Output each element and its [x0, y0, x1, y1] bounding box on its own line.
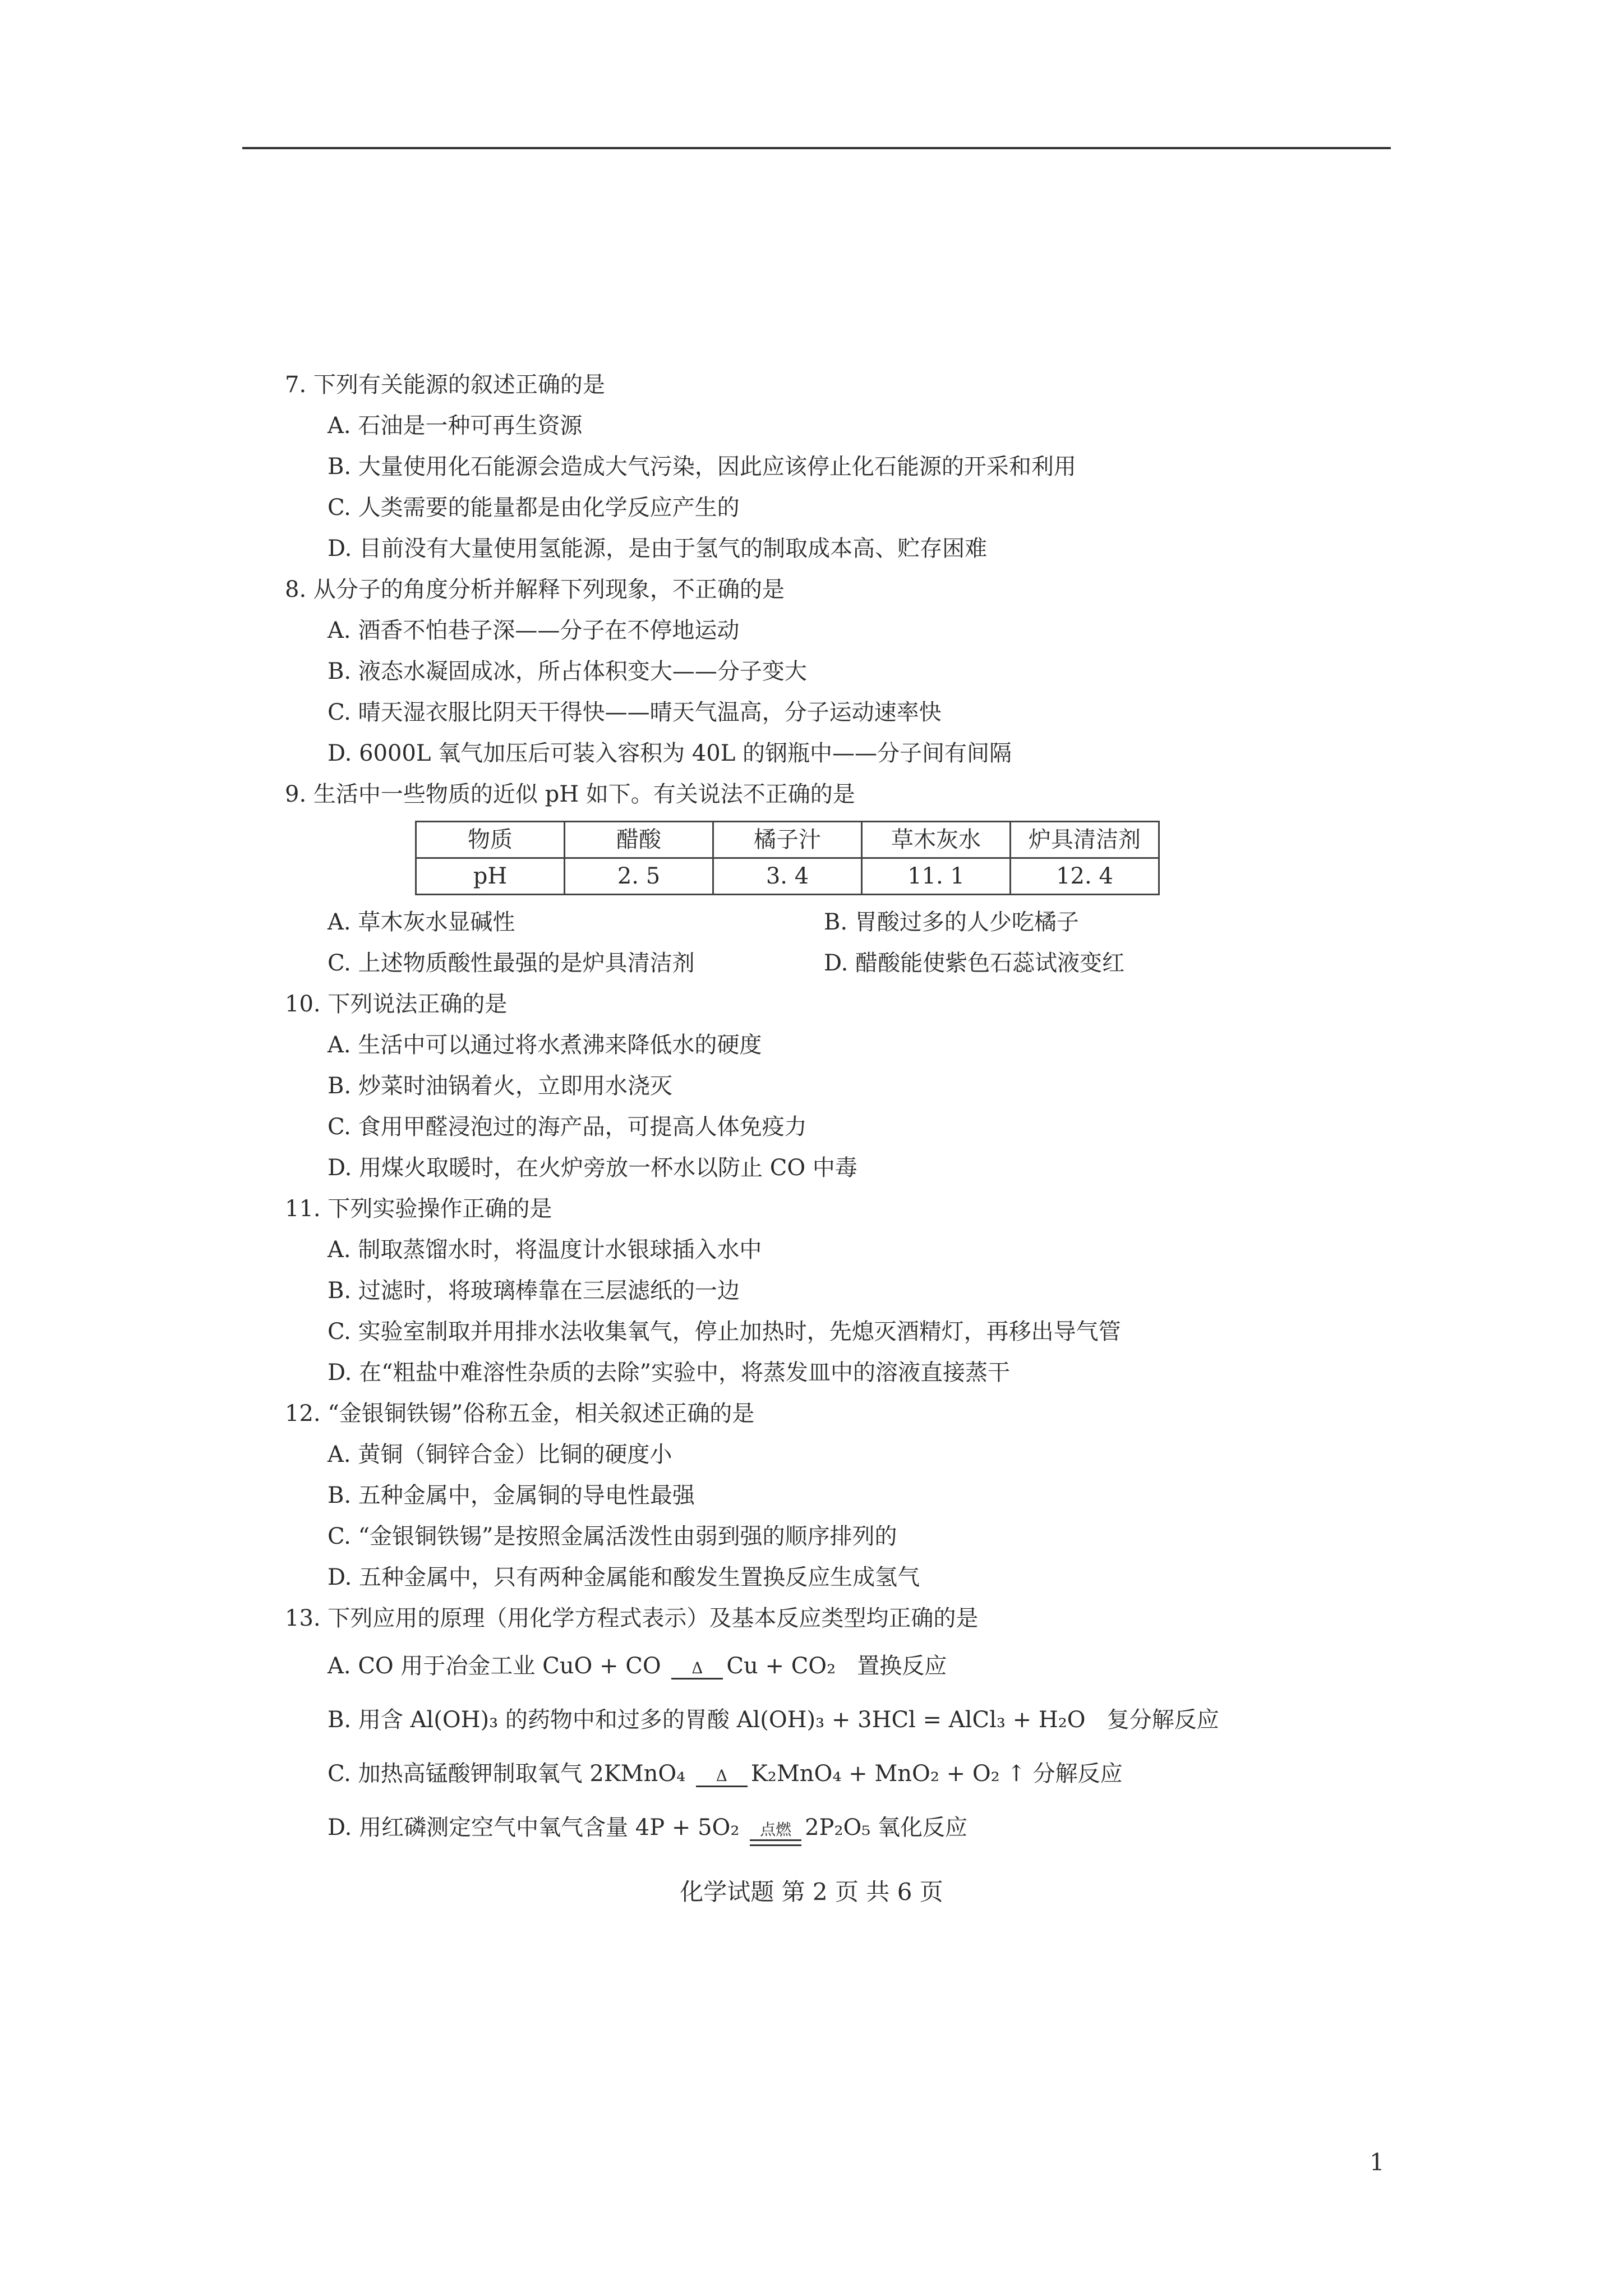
table-row: [416, 858, 1159, 895]
exam-content: [285, 365, 1575, 1855]
question-13: [285, 1598, 1575, 1855]
question-stem: 8. 从分子的角度分析并解释下列现象，不正确的是: [285, 577, 785, 602]
question-stem: 12. “金银铜铁锡”俗称五金，相关叙述正确的是: [285, 1401, 755, 1427]
table-cell: 醋酸: [565, 822, 713, 858]
option-d: D. 用煤火取暖时，在火炉旁放一杯水以防止 CO 中毒: [328, 1155, 857, 1181]
option-b: B. 炒菜时油锅着火，立即用水浇灭: [328, 1073, 672, 1099]
ph-table: [415, 821, 1160, 895]
equation-left: C. 加热高锰酸钾制取氧气 2KMnO₄: [328, 1761, 693, 1787]
option-d: D. 目前没有大量使用氢能源，是由于氢气的制取成本高、贮存困难: [328, 536, 988, 562]
reaction-condition: Δ: [691, 1659, 703, 1677]
header-rule: [242, 147, 1391, 149]
equation-text: B. 用含 Al(OH)₃ 的药物中和过多的胃酸 Al(OH)₃ + 3HCl = AlCl₃ + H₂O 复分解反应: [328, 1707, 1219, 1733]
option-c: C. “金银铜铁锡”是按照金属活泼性由弱到强的顺序排列的: [328, 1524, 897, 1549]
equation-right: Cu + CO₂ 置换反应: [726, 1653, 947, 1679]
page-number: 1: [1370, 2148, 1385, 2176]
option-c: C. 上述物质酸性最强的是炉具清洁剂: [328, 950, 695, 976]
option-b: B. 液态水凝固成冰，所占体积变大——分子变大: [328, 659, 807, 684]
option-b: B. 五种金属中，金属铜的导电性最强: [328, 1483, 695, 1508]
equation-right: K₂MnO₄ + MnO₂ + O₂ ↑ 分解反应: [750, 1761, 1123, 1787]
option-a: A. 制取蒸馏水时，将温度计水银球插入水中: [328, 1237, 762, 1263]
question-9: [285, 774, 1575, 984]
table-cell: 11. 1: [862, 858, 1011, 895]
arrow-bar: [750, 1839, 801, 1841]
option-c: C. 人类需要的能量都是由化学反应产生的: [328, 495, 740, 521]
table-cell: 草木灰水: [862, 822, 1011, 858]
option-row: [328, 943, 1575, 984]
question-12: [285, 1393, 1575, 1598]
option-a: A. 生活中可以通过将水煮沸来降低水的硬度: [328, 1032, 762, 1058]
arrow-bar: [750, 1844, 801, 1846]
option-b: B. 大量使用化石能源会造成大气污染，因此应该停止化石能源的开采和利用: [328, 454, 1076, 480]
question-stem: 9. 生活中一些物质的近似 pH 如下。有关说法不正确的是: [285, 781, 855, 807]
option-c: [328, 1747, 1575, 1801]
table-cell: 炉具清洁剂: [1011, 822, 1159, 858]
table-cell: 2. 5: [565, 858, 713, 895]
reaction-arrow: [671, 1660, 723, 1680]
option-b: [328, 1693, 1575, 1747]
option-a: [328, 1639, 1575, 1693]
reaction-condition: Δ: [716, 1766, 728, 1785]
table-cell: 橘子汁: [713, 822, 862, 858]
option-d: D. 五种金属中，只有两种金属能和酸发生置换反应生成氢气: [328, 1565, 920, 1590]
question-10: [285, 984, 1575, 1189]
option-d: D. 6000L 氧气加压后可装入容积为 40L 的钢瓶中——分子间有间隔: [328, 740, 1012, 766]
equation-right: 2P₂O₅ 氧化反应: [805, 1815, 968, 1841]
page-footer: 化学试题 第 2 页 共 6 页: [680, 1878, 943, 1906]
table-cell: 12. 4: [1011, 858, 1159, 895]
question-stem: 13. 下列应用的原理（用化学方程式表示）及基本反应类型均正确的是: [285, 1605, 979, 1631]
option-a: A. 黄铜（铜锌合金）比铜的硬度小: [328, 1442, 672, 1467]
option-b: B. 胃酸过多的人少吃橘子: [824, 909, 1079, 935]
option-a: A. 酒香不怕巷子深——分子在不停地运动: [328, 618, 740, 643]
option-b: B. 过滤时，将玻璃棒靠在三层滤纸的一边: [328, 1278, 740, 1304]
reaction-arrow: [750, 1821, 801, 1846]
question-7: [285, 365, 1575, 569]
arrow-bar: [696, 1786, 748, 1787]
table-cell: 3. 4: [713, 858, 862, 895]
equation-left: D. 用红磷测定空气中氧气含量 4P + 5O₂: [328, 1815, 747, 1841]
option-c: C. 晴天湿衣服比阴天干得快——晴天气温高，分子运动速率快: [328, 700, 942, 725]
option-a: A. 石油是一种可再生资源: [328, 413, 583, 439]
option-row: [328, 902, 1575, 943]
question-11: [285, 1189, 1575, 1393]
table-cell: 物质: [416, 822, 565, 858]
question-stem: 10. 下列说法正确的是: [285, 991, 508, 1017]
option-c: C. 实验室制取并用排水法收集氧气，停止加热时，先熄灭酒精灯，再移出导气管: [328, 1319, 1121, 1345]
option-d: D. 醋酸能使紫色石蕊试液变红: [824, 950, 1125, 976]
arrow-bar: [671, 1678, 723, 1680]
question-stem: 7. 下列有关能源的叙述正确的是: [285, 372, 605, 398]
option-d: [328, 1801, 1575, 1855]
option-c: C. 食用甲醛浸泡过的海产品，可提高人体免疫力: [328, 1114, 807, 1140]
option-d: D. 在“粗盐中难溶性杂质的去除”实验中，将蒸发皿中的溶液直接蒸干: [328, 1360, 1010, 1386]
question-stem: 11. 下列实验操作正确的是: [285, 1196, 552, 1222]
reaction-arrow: [696, 1768, 748, 1787]
table-cell: pH: [416, 858, 565, 895]
table-header-row: [416, 822, 1159, 858]
option-a: A. 草木灰水显碱性: [328, 909, 515, 935]
question-8: [285, 569, 1575, 774]
reaction-condition: 点燃: [760, 1820, 792, 1839]
equation-left: A. CO 用于冶金工业 CuO + CO: [328, 1653, 668, 1679]
